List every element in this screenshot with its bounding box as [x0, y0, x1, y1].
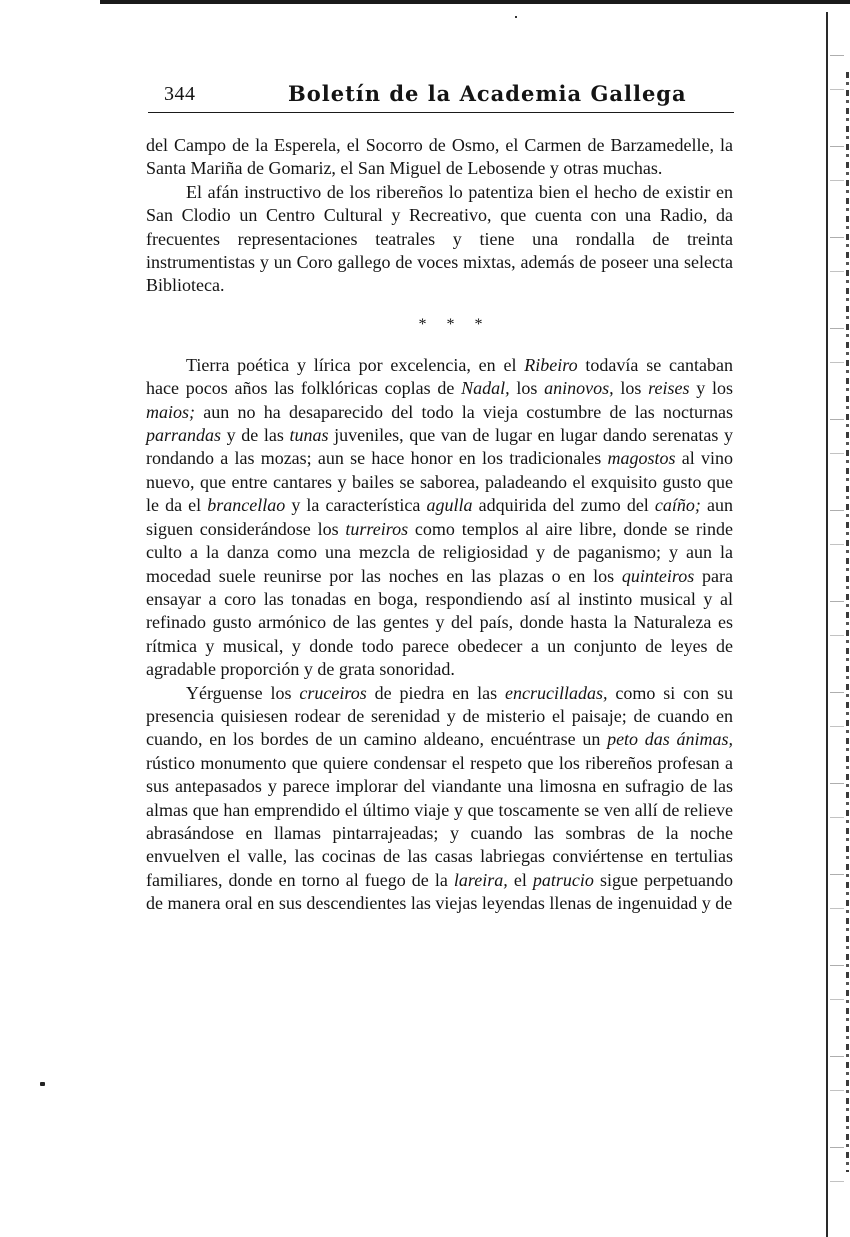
italic-term: aninovos,	[544, 378, 614, 399]
text-run: de piedra en las	[366, 682, 506, 703]
running-title: Boletín de la Academia Gallega	[288, 81, 687, 106]
text-run: del Campo de la Esperela, el Socorro de Osmo, el Carmen de Barzamedelle, la Santa Mariña de Gomariz, el San Miguel de Lebosende y otras muchas.	[146, 135, 733, 179]
text-run: sigue perpetuando de manera oral en sus descendientes las viejas leyendas llenas de ingenuidad y de	[146, 869, 733, 914]
text-run: todavía se cantaban hace pocos años las folklóricas coplas de	[146, 354, 734, 399]
text-run: Tierra poética y lírica por excelencia, en el	[186, 354, 525, 375]
italic-term: caíño;	[654, 495, 701, 516]
italic-term: magostos	[607, 448, 676, 469]
binding-edge	[822, 12, 850, 1237]
text-run: como si con su presencia quisiesen rodear de serenidad y de misterio el paisaje; de cuando en cuando, en los bordes de un camino aldeano, encuéntrase un	[146, 682, 733, 750]
italic-term: cruceiros	[299, 682, 367, 703]
section-separator: * * *	[418, 315, 491, 333]
italic-term: encrucilladas,	[505, 682, 608, 703]
text-run: los	[509, 378, 545, 399]
running-header	[148, 78, 734, 113]
text-run: Yérguense los	[186, 682, 300, 703]
text-run: como templos al aire libre, donde se rinde culto a la danza como una mezcla de religiosidad y de paganismo; y aun la mocedad suele reunirse por las noches en las plazas o en los	[146, 518, 733, 586]
text-run: al vino nuevo, que entre cantares y bailes se saborea, paladeando el exquisito gusto que le da el	[146, 448, 733, 516]
text-run: juveniles, que van de lugar en lugar dando serenatas y rondando a las mozas; aun se hace honor en los tradicionales	[146, 425, 733, 469]
italic-term: reises	[648, 378, 690, 399]
italic-term: maios;	[146, 401, 195, 422]
paragraph-cruceiros	[146, 682, 733, 916]
scan-speck	[515, 16, 517, 18]
text-run: aun no ha desaparecido del todo la vieja costumbre de las nocturnas	[195, 401, 733, 422]
paragraph-continuation	[146, 134, 733, 181]
text-run: adquirida del zumo del	[472, 495, 655, 516]
text-run: para ensayar a coro las tonadas en boga, respondiendo así al instinto musical y al refinado gusto armónico de las gentes y del país, donde hasta la Naturaleza es rítmica y musical, y donde todo parece obedecer a un conjunto de leyes de agradable proporción y de grata sonoridad.	[146, 565, 733, 680]
body-text	[146, 134, 733, 916]
text-run: los	[613, 378, 649, 399]
text-run: y de las	[221, 425, 290, 446]
italic-term: patrucio	[532, 869, 594, 890]
page-number: 344	[164, 83, 196, 105]
italic-term: brancellao	[207, 495, 286, 516]
top-edge-rule	[100, 0, 850, 4]
text-run: aun siguen considerándose los	[146, 495, 733, 539]
text-run: y los	[689, 378, 733, 399]
text-run: el	[507, 869, 533, 890]
binding-edge-shadow	[846, 72, 849, 1172]
italic-term: tunas	[289, 425, 329, 446]
italic-term: Ribeiro	[524, 354, 578, 375]
text-run: El afán instructivo de los ribereños lo patentiza bien el hecho de existir en San Clodio un Centro Cultural y Recreativo, que cuenta con una Radio, da frecuentes representaciones teatrales y tiene una rondalla de treinta instrumentistas y un Coro gallego de voces mixtas, además de poseer una selecta Biblioteca.	[146, 181, 733, 296]
binding-edge-line	[826, 12, 828, 1237]
italic-term: lareira,	[453, 869, 508, 890]
paragraph-tierra-poetica	[146, 354, 733, 682]
italic-term: turreiros	[345, 518, 409, 539]
italic-term: parrandas	[146, 425, 222, 446]
text-run: rústico monumento que quiere condensar el respeto que los ribereños profesan a sus antepasados y parece implorar del viandante una limosna en sufragio de las almas que han emprendido el último viaje y que toscamente se ven allí de relieve abrasándose en llamas pintarrajeadas; y cuando las sombras de la noche envuelven el valle, las cocinas de las casas labriegas conviértense en tertulias familiares, donde en torno al fuego de la	[146, 752, 733, 890]
scan-speck	[40, 1082, 45, 1086]
paragraph-centro-cultural	[146, 181, 733, 298]
italic-term: quinteiros	[621, 565, 695, 586]
italic-term: agulla	[426, 495, 473, 516]
text-run: y la característica	[285, 495, 427, 516]
binding-edge-noise	[830, 32, 844, 1212]
italic-term: Nadal,	[461, 378, 510, 399]
italic-term: peto das ánimas,	[607, 729, 734, 750]
